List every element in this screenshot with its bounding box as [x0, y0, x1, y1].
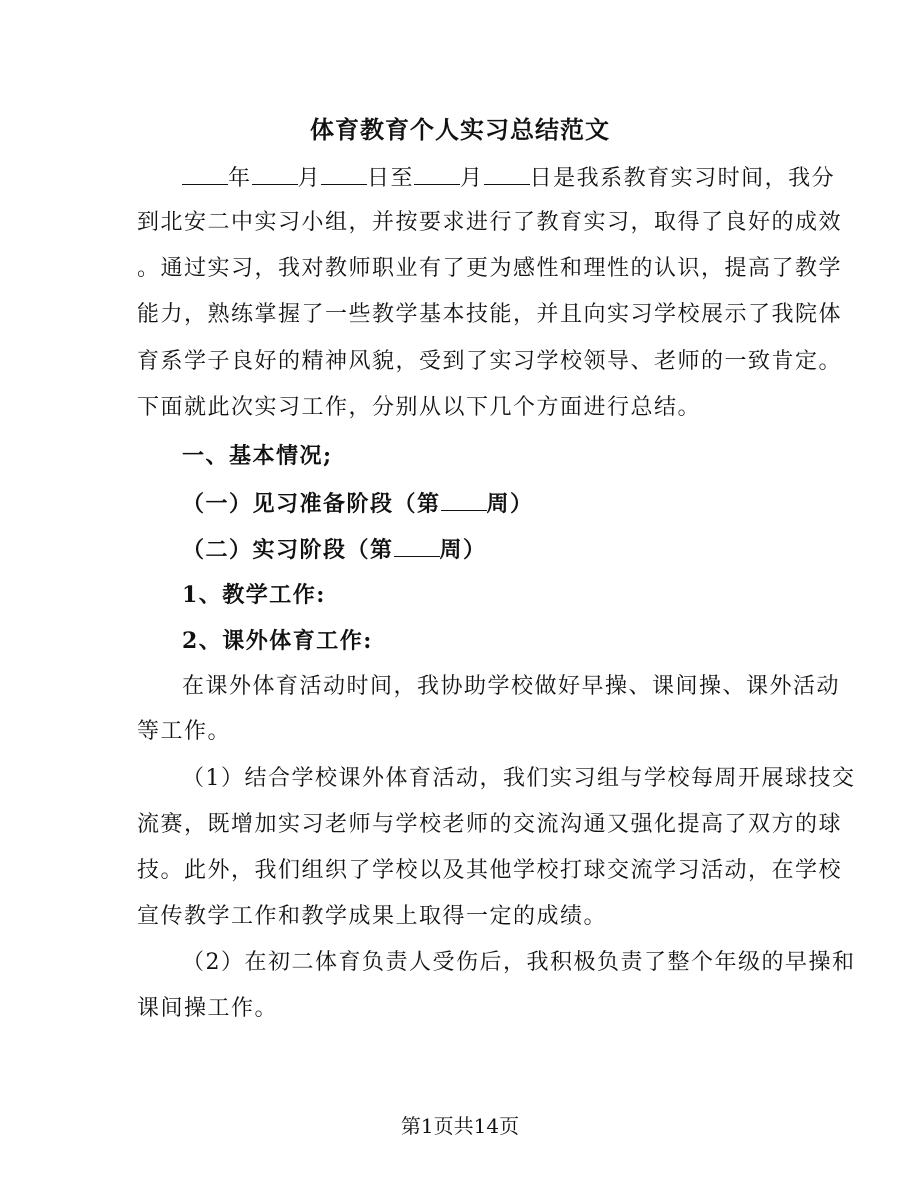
document-title: 体育教育个人实习总结范文	[310, 115, 610, 144]
paragraph-line: 下面就此次实习工作，分别从以下几个方面进行总结。	[137, 395, 702, 420]
subsection-heading: （一）见习准备阶段（第 周）	[182, 488, 832, 519]
blank-day	[484, 162, 530, 185]
paragraph-line: 流赛，既增加实习老师与学校老师的交流沟通又强化提高了双方的球	[137, 812, 843, 837]
paragraph-line: 宣传教学工作和教学成果上取得一定的成绩。	[137, 904, 608, 929]
paragraph-line: 。通过实习，我对教师职业有了更为感性和理性的认识，提高了教学	[137, 256, 843, 281]
paragraph-line: 能力，熟练掌握了一些教学基本技能，并且向实习学校展示了我院体	[137, 302, 843, 327]
date-line: 年 月 日至 月 日是我系教育实习时间，我分	[182, 162, 832, 194]
paragraph-line: 等工作。	[137, 719, 232, 744]
blank-day	[321, 162, 367, 185]
blank-week	[441, 488, 487, 511]
blank-week	[394, 534, 440, 557]
page-number: 第1页共14页	[400, 1114, 520, 1138]
item-heading: 1、教学工作:	[182, 582, 326, 608]
paragraph-line: （1）结合学校课外体育活动，我们实习组与学校每周开展球技交	[182, 766, 856, 791]
blank-month	[414, 162, 460, 185]
blank-month	[252, 162, 298, 185]
item-heading: 2、课外体育工作:	[182, 628, 373, 654]
paragraph-line: （2）在初二体育负责人受伤后，我积极负责了整个年级的早操和	[182, 950, 856, 975]
blank-year	[182, 162, 228, 185]
paragraph-line: 在课外体育活动时间，我协助学校做好早操、课间操、课外活动	[182, 674, 841, 699]
paragraph-line: 技。此外，我们组织了学校以及其他学校打球交流学习活动，在学校	[137, 858, 843, 883]
paragraph-line: 育系学子良好的精神风貌，受到了实习学校领导、老师的一致肯定。	[137, 349, 843, 374]
subsection-heading: （二）实习阶段（第 周）	[182, 534, 832, 565]
paragraph-line: 课间操工作。	[137, 996, 279, 1021]
paragraph-line: 到北安二中实习小组，并按要求进行了教育实习，取得了良好的成效	[137, 210, 843, 235]
section-heading: 一、基本情况;	[182, 443, 333, 469]
